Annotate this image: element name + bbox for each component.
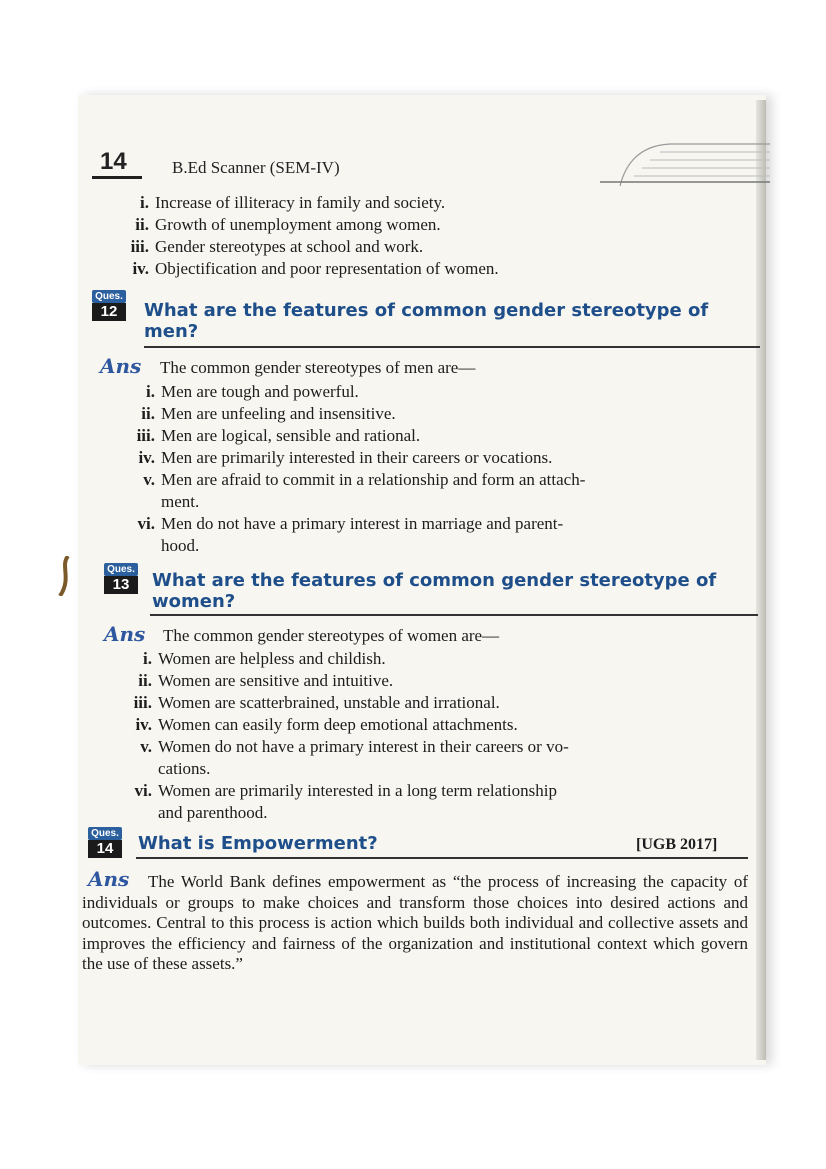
list-item <box>134 780 758 824</box>
list-text: Women are scatterbrained, unstable and irrational. <box>158 693 500 712</box>
list-text: Men are unfeeling and insensitive. <box>161 404 396 423</box>
ques-badge <box>92 290 130 324</box>
list-number: v. <box>143 470 155 489</box>
list-number: iv. <box>135 715 152 734</box>
ques-number: 12 <box>92 303 126 321</box>
list-text: ment. <box>161 492 200 511</box>
question-13-text <box>152 570 764 612</box>
list-item <box>132 258 755 280</box>
ques-badge <box>88 827 126 861</box>
list-number: iv. <box>132 259 149 278</box>
list-text: Men are tough and powerful. <box>161 382 359 401</box>
list-number: iv. <box>138 448 155 467</box>
answer-13-tag: Ans <box>104 622 146 646</box>
question-14-source: [UGB 2017] <box>636 836 718 853</box>
answer-12-list <box>136 381 761 557</box>
question-13-rule <box>150 614 758 616</box>
question-14-text: What is Empowerment? <box>138 833 378 854</box>
list-text: Increase of illiteracy in family and society. <box>155 193 446 212</box>
answer-12-tag: Ans <box>100 354 142 378</box>
list-item <box>140 192 755 214</box>
list-text: Women are sensitive and intuitive. <box>158 671 394 690</box>
question-line: What are the features of common gender stereotype of <box>152 570 717 591</box>
question-12-text <box>144 300 764 342</box>
ques-number: 14 <box>88 840 122 858</box>
answer-13-intro: The common gender stereotypes of women are— <box>163 626 500 645</box>
page-marker-icon <box>58 556 72 596</box>
list-text: Women are primarily interested in a long term relationship <box>158 781 557 800</box>
list-text: hood. <box>161 536 200 555</box>
list-number: ii. <box>135 215 149 234</box>
book-title: B.Ed Scanner (SEM-IV) <box>172 158 340 177</box>
question-line: women? <box>152 591 236 612</box>
list-item <box>136 425 761 447</box>
list-number: i. <box>140 193 149 212</box>
list-number: i. <box>143 649 152 668</box>
list-text: Men are primarily interested in their careers or vocations. <box>161 448 553 467</box>
list-number: vi. <box>137 514 155 533</box>
answer-13-list <box>133 648 758 824</box>
list-text: Men do not have a primary interest in marriage and parent- <box>161 514 564 533</box>
list-number: iii. <box>136 426 155 445</box>
list-number: i. <box>146 382 155 401</box>
ques-label: Ques. <box>88 827 122 840</box>
list-text: Men are afraid to commit in a relationship and form an attach- <box>161 470 586 489</box>
list-text: Growth of unemployment among women. <box>155 215 441 234</box>
list-text: and parenthood. <box>158 803 268 822</box>
answer-14-tag: Ans <box>88 867 130 891</box>
list-item <box>130 236 755 258</box>
list-text: cations. <box>158 759 211 778</box>
list-text: Women are helpless and childish. <box>158 649 386 668</box>
ques-label: Ques. <box>104 563 138 576</box>
question-line: men? <box>144 321 199 342</box>
list-item <box>135 214 755 236</box>
question-line: What are the features of common gender stereotype of <box>144 300 709 321</box>
question-12-rule <box>144 346 760 348</box>
answer-12-intro: The common gender stereotypes of men are— <box>160 358 476 377</box>
page-number-underline <box>92 176 142 179</box>
list-number: iii. <box>133 693 152 712</box>
list-number: v. <box>140 737 152 756</box>
list-item <box>143 648 758 670</box>
list-text: Men are logical, sensible and rational. <box>161 426 421 445</box>
list-item <box>133 692 758 714</box>
list-item <box>137 513 761 557</box>
ques-badge <box>104 563 142 597</box>
page-header <box>100 148 765 188</box>
list-text: Women can easily form deep emotional attachments. <box>158 715 518 734</box>
list-number: vi. <box>134 781 152 800</box>
ques-number: 13 <box>104 576 138 594</box>
ques-label: Ques. <box>92 290 126 303</box>
question-14-rule <box>136 857 748 859</box>
list-item <box>140 736 758 780</box>
list-text: Objectification and poor representation of women. <box>155 259 499 278</box>
answer-14-paragraph: The World Bank defines empowerment as “the process of increasing the capacity of individuals or groups to make choices and transform those choices into desired actions and outcomes. Central to this process is action which builds both individual and collective assets and improves the efficiency and fairness of the organization and institutional context which govern the use of these assets.” <box>82 872 748 973</box>
intro-list <box>130 192 755 280</box>
list-text: Women do not have a primary interest in their careers or vo- <box>158 737 569 756</box>
page-number: 14 <box>100 148 127 175</box>
list-item <box>138 447 761 469</box>
list-number: iii. <box>130 237 149 256</box>
list-item <box>138 670 758 692</box>
list-item <box>143 469 761 513</box>
list-number: ii. <box>138 671 152 690</box>
list-item <box>146 381 761 403</box>
list-text: Gender stereotypes at school and work. <box>155 237 424 256</box>
list-item <box>135 714 758 736</box>
header-decoration-icon <box>600 142 770 186</box>
list-item <box>141 403 761 425</box>
list-number: ii. <box>141 404 155 423</box>
